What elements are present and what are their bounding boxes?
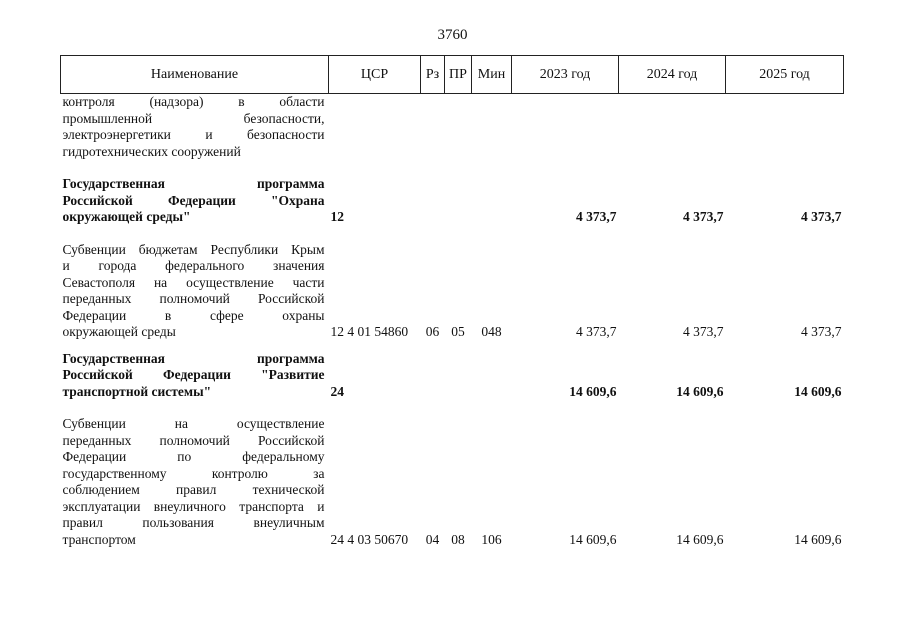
table-row [61,94,844,169]
row-2023: 4 373,7 [576,209,617,224]
row-pr [445,168,472,234]
row-name-line: правил пользования внеуличным [62,515,325,530]
header-min: Мин [472,56,512,94]
row-pr [445,94,472,169]
row-rz [421,168,445,234]
header-rz: Рз [421,56,445,94]
row-name-line: Государственная программа [62,350,325,366]
row-name-line: Российской Федерации "Охрана [62,192,325,208]
row-pr: 05 [451,324,465,339]
row-name-line: Севастополя на осуществление части [62,274,325,290]
row-min [472,94,512,169]
header-2023: 2023 год [512,56,619,94]
page-number: 3760 [437,27,468,43]
row-pr: 08 [451,531,465,547]
row-name-line: переданных полномочий Российской [62,291,325,306]
row-csr [329,94,421,169]
row-2024: 14 609,6 [676,383,724,399]
row-name-line: государственному контролю за [62,465,325,481]
row-min [472,168,512,234]
row-csr: 12 4 01 54860 [330,324,409,339]
header-2025: 2025 год [726,56,844,94]
row-pr [445,343,472,409]
row-2025: 4 373,7 [801,324,842,339]
row-csr: 24 4 03 50670 [330,531,409,547]
row-rz: 04 [425,531,440,547]
row-name [61,234,329,343]
header-csr: ЦСР [329,56,421,94]
header-2024: 2024 год [619,56,726,94]
row-name-line: промышленной безопасности, [62,110,325,126]
row-2024: 4 373,7 [683,209,724,224]
row-name [61,168,329,234]
row-name-line: транспортом [62,531,136,547]
row-name-line: соблюдением правил технической [62,482,325,497]
header-pr: ПР [445,56,472,94]
row-name-line: Государственная программа [62,176,325,191]
row-name-line: переданных полномочий Российской [62,432,325,448]
table-row [61,408,844,548]
budget-table [60,55,844,548]
row-name-line: и города федерального значения [62,258,325,273]
row-name-line: электроэнергетики и безопасности [62,127,325,142]
row-name [61,408,329,548]
row-name-line: Федерации в сфере охраны [62,307,325,323]
row-2024 [619,94,726,169]
row-2025: 14 609,6 [794,383,842,399]
row-min: 048 [481,324,502,339]
table-row [61,168,844,234]
row-2025: 14 609,6 [794,531,842,547]
row-2024: 4 373,7 [683,324,724,339]
row-2025: 4 373,7 [801,209,842,224]
row-2024: 14 609,6 [676,531,724,547]
row-name-line: гидротехнических сооружений [62,143,241,159]
row-min [472,343,512,409]
table-row [61,234,844,343]
row-name-line: Российской Федерации "Развитие [62,367,325,382]
row-name-line: Субвенции бюджетам Республики Крым [62,241,325,257]
row-name-line: эксплуатации внеуличного транспорта и [62,498,325,514]
row-name-line: Субвенции на осуществление [62,416,325,431]
row-name-line: окружающей среды" [62,209,191,224]
row-2023: 14 609,6 [569,531,617,547]
row-name-line: контроля (надзора) в области [62,94,325,109]
row-min: 106 [481,531,502,547]
table-header-row [61,56,844,94]
row-name [61,94,329,169]
row-name-line: окружающей среды [62,324,176,339]
row-rz [421,343,445,409]
header-name: Наименование [61,56,329,94]
row-name-line: транспортной системы" [62,383,212,399]
row-2023: 14 609,6 [569,383,617,399]
row-csr: 12 [330,209,344,224]
row-2023 [512,94,619,169]
row-2025 [726,94,844,169]
row-name-line: Федерации по федеральному [62,449,325,464]
row-rz: 06 [425,324,440,339]
row-csr: 24 [330,383,344,399]
table-row [61,343,844,409]
row-2023: 4 373,7 [576,324,617,339]
row-name [61,343,329,409]
row-rz [421,94,445,169]
